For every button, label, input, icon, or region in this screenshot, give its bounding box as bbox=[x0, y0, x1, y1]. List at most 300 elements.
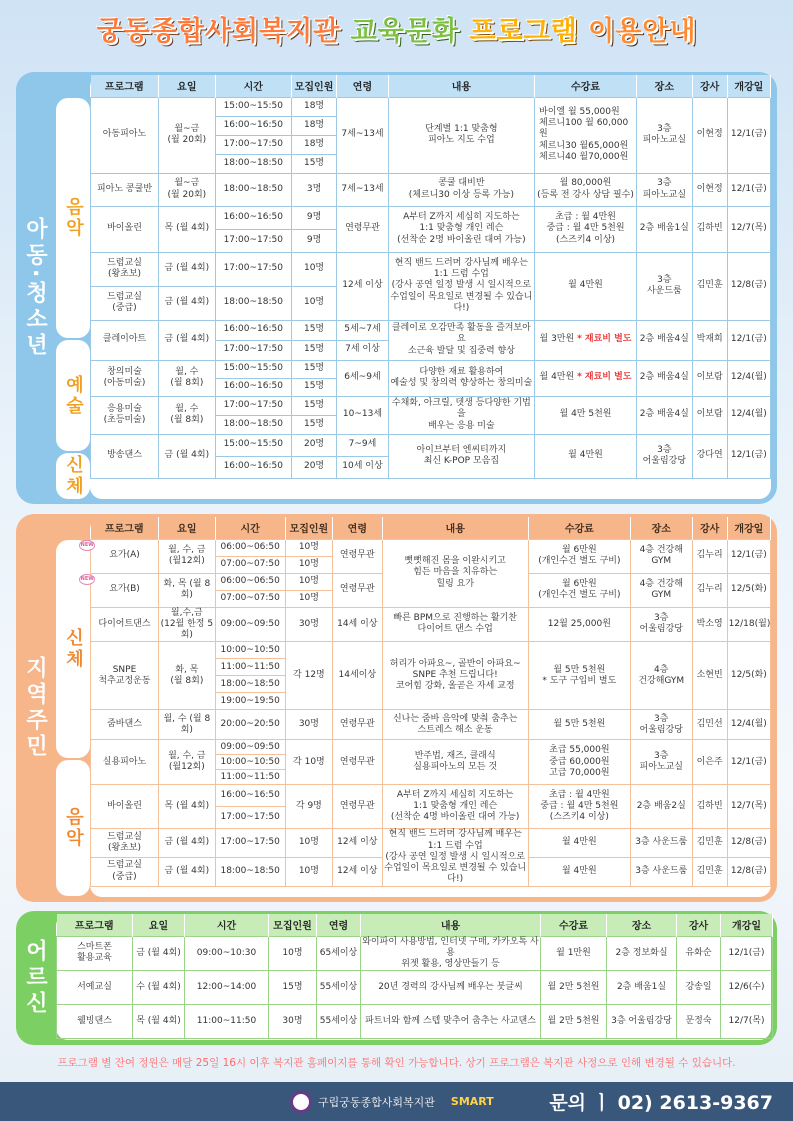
program-age: 5세~7세 bbox=[337, 320, 389, 340]
program-place: 2층 배움1실 bbox=[637, 206, 693, 252]
header-age: 연령 bbox=[317, 914, 361, 936]
program-fee: 초급 : 월 4만원 중급 : 월 4만 5천원 (스즈키4 이상) bbox=[535, 206, 637, 252]
senior-section bbox=[16, 911, 777, 1045]
program-capacity: 각 9명 bbox=[285, 785, 332, 829]
program-content: A부터 Z까지 세심히 지도하는 1:1 맞춤형 개인 레슨 (선착순 4명 바이올린 대여 가능) bbox=[382, 785, 528, 829]
program-start: 12/4(월) bbox=[727, 360, 770, 396]
program-age: 12세 이상 bbox=[337, 252, 389, 320]
program-capacity: 3명 bbox=[291, 173, 336, 206]
program-capacity: 각 10명 bbox=[285, 740, 332, 785]
kids-section bbox=[16, 72, 777, 504]
table-row bbox=[57, 1005, 773, 1039]
header-fee: 수강료 bbox=[535, 75, 637, 97]
program-content: 뻣뻣해진 몸을 이완시키고 힘든 마음을 치유하는 힐링 요가 bbox=[382, 539, 528, 607]
program-place: 4층 건강해GYM bbox=[630, 642, 692, 710]
program-teacher: 이은주 bbox=[692, 740, 727, 785]
header-fee: 수강료 bbox=[528, 517, 630, 539]
program-start: 12/5(화) bbox=[727, 573, 770, 607]
program-time: 17:00~17:50 bbox=[215, 829, 285, 858]
program-start: 12/4(월) bbox=[727, 396, 770, 434]
program-age: 12세 이상 bbox=[333, 829, 382, 858]
program-capacity: 10명 bbox=[269, 936, 317, 971]
program-name: 줌바댄스 bbox=[91, 710, 159, 740]
program-time: 17:00~17:50 bbox=[215, 340, 291, 360]
program-start: 12/18(월) bbox=[727, 607, 770, 642]
program-name: 서예교실 bbox=[57, 971, 133, 1005]
program-fee: 월 6만원 (개인수건 별도 구비) bbox=[528, 573, 630, 607]
program-name: NEW 요가(A) bbox=[91, 539, 159, 573]
header-time: 시간 bbox=[185, 914, 269, 936]
kids-cat-music: 음악 bbox=[56, 98, 90, 338]
header-program: 프로그램 bbox=[57, 914, 133, 936]
footer-bar bbox=[0, 1082, 793, 1121]
program-time: 07:00~07:50 bbox=[215, 590, 285, 607]
program-time: 17:00~17:50 bbox=[215, 807, 285, 829]
program-content: 파트너와 함께 스텝 맞추어 춤추는 사교댄스 bbox=[361, 1005, 541, 1039]
program-capacity: 30명 bbox=[285, 710, 332, 740]
program-name: 다이어트댄스 bbox=[91, 607, 159, 642]
program-name: 웰빙댄스 bbox=[57, 1005, 133, 1039]
program-fee: 월 2만 5천원 bbox=[541, 1005, 607, 1039]
header-day: 요일 bbox=[159, 75, 216, 97]
title-org: 궁동종합사회복지관 bbox=[96, 16, 341, 47]
program-name: 창의미술 (아동미술) bbox=[91, 360, 159, 396]
program-time: 17:00~17:50 bbox=[215, 135, 291, 154]
header-start: 개강일 bbox=[721, 914, 773, 936]
program-time: 10:00~10:50 bbox=[215, 755, 285, 770]
program-fee: 월 80,000원 (등록 전 강사 상담 필수) bbox=[535, 173, 637, 206]
program-age: 10~13세 bbox=[337, 396, 389, 434]
program-day: 금 (월 4회) bbox=[133, 936, 185, 971]
program-time: 16:00~16:50 bbox=[215, 320, 291, 340]
fee-amount: 월 3만원 bbox=[539, 334, 575, 345]
program-content: 허리가 아파요~, 골반이 아파요~ SNPE 추천 드립니다! 코어힘 강화, 올곧은 자세 교정 bbox=[382, 642, 528, 710]
program-content: 빠른 BPM으로 진행하는 활기찬 다이어트 댄스 수업 bbox=[382, 607, 528, 642]
program-time: 15:00~15:50 bbox=[215, 97, 291, 116]
program-time: 15:00~15:50 bbox=[215, 434, 291, 456]
program-capacity: 15명 bbox=[269, 971, 317, 1005]
local-label: 지역주민 bbox=[22, 656, 48, 760]
program-fee: 월 2만 5천원 bbox=[541, 971, 607, 1005]
table-row bbox=[91, 785, 771, 807]
program-teacher: 김민선 bbox=[692, 710, 727, 740]
program-time: 06:00~06:50 bbox=[215, 573, 285, 590]
table-row bbox=[91, 360, 771, 378]
program-teacher: 김누리 bbox=[692, 539, 727, 573]
program-time: 18:00~18:50 bbox=[215, 154, 291, 173]
program-day: 수 (월 4회) bbox=[133, 971, 185, 1005]
program-time: 11:00~11:50 bbox=[215, 770, 285, 785]
program-fee bbox=[535, 320, 637, 360]
program-age: 연령무관 bbox=[333, 740, 382, 785]
table-row bbox=[91, 97, 771, 116]
program-capacity: 10명 bbox=[285, 857, 332, 886]
program-teacher: 김하빈 bbox=[692, 206, 727, 252]
program-age: 10세 이상 bbox=[337, 456, 389, 478]
program-capacity: 15명 bbox=[291, 154, 336, 173]
program-age: 7세~13세 bbox=[337, 173, 389, 206]
program-time: 06:00~06:50 bbox=[215, 539, 285, 556]
program-start: 12/1(금) bbox=[727, 97, 770, 173]
program-place: 3층 피아노교실 bbox=[637, 173, 693, 206]
program-content: 현직 밴드 드러머 강사님께 배우는 1:1 드럼 수업 (강사 공연 일정 발생 시 일시적으로 수업일이 목요일로 변경될 수 있습니다!) bbox=[382, 829, 528, 886]
kids-cat-body: 신체 bbox=[56, 453, 90, 499]
program-place: 2층 배움4실 bbox=[637, 396, 693, 434]
program-name: 스마트폰 활용교육 bbox=[57, 936, 133, 971]
table-row bbox=[91, 396, 771, 415]
local-cat-body: 신체 bbox=[56, 540, 90, 758]
program-age: 55세이상 bbox=[317, 971, 361, 1005]
program-time: 20:00~20:50 bbox=[215, 710, 285, 740]
program-start: 12/1(금) bbox=[727, 320, 770, 360]
program-place: 3층 어울림강당 bbox=[607, 1005, 677, 1039]
program-capacity: 각 12명 bbox=[285, 642, 332, 710]
program-name: 바이올린 bbox=[91, 206, 159, 252]
program-teacher: 김민훈 bbox=[692, 829, 727, 858]
program-fee bbox=[535, 360, 637, 396]
program-place: 3층 어울림강당 bbox=[637, 434, 693, 478]
header-time: 시간 bbox=[215, 517, 285, 539]
program-content: 클레이로 오감만족 활동을 즐겨보아요 소근육 발달 및 집중력 향상 bbox=[388, 320, 534, 360]
program-capacity: 18명 bbox=[291, 97, 336, 116]
program-time: 16:00~16:50 bbox=[215, 378, 291, 396]
program-age: 55세이상 bbox=[317, 1005, 361, 1039]
program-time: 18:00~18:50 bbox=[215, 415, 291, 434]
program-age: 7세 이상 bbox=[337, 340, 389, 360]
program-fee: 월 6만원 (개인수건 별도 구비) bbox=[528, 539, 630, 573]
program-capacity: 10명 bbox=[285, 556, 332, 573]
program-start: 12/1(금) bbox=[727, 740, 770, 785]
program-start: 12/7(목) bbox=[727, 206, 770, 252]
header-time: 시간 bbox=[215, 75, 291, 97]
header-content: 내용 bbox=[361, 914, 541, 936]
org-emblem-icon bbox=[290, 1091, 312, 1113]
org-logo bbox=[290, 1091, 494, 1113]
program-place: 4층 건강해 GYM bbox=[630, 573, 692, 607]
header-place: 장소 bbox=[607, 914, 677, 936]
program-start: 12/7(목) bbox=[727, 785, 770, 829]
program-day: 금 (월 4회) bbox=[159, 829, 216, 858]
program-teacher: 유화순 bbox=[677, 936, 721, 971]
program-content: 와이파이 사용방법, 인터넷 구매, 카카오톡 사용 위젯 활용, 영상만들기 등 bbox=[362, 936, 539, 969]
program-day: 월, 수, 금 (월12회) bbox=[159, 740, 216, 785]
program-teacher: 소현빈 bbox=[692, 642, 727, 710]
program-teacher: 박재희 bbox=[692, 320, 727, 360]
title-program: 프로그램 bbox=[469, 16, 578, 47]
header-teacher: 강사 bbox=[692, 75, 727, 97]
table-row bbox=[91, 173, 771, 206]
header-content: 내용 bbox=[388, 75, 534, 97]
program-fee: 월 4만 5천원 bbox=[535, 396, 637, 434]
program-content: 수채화, 아크릴, 뎃생 등다양한 기법을 배우는 응용 미술 bbox=[388, 396, 534, 434]
program-age: 12세 이상 bbox=[333, 857, 382, 886]
program-time: 09:00~10:30 bbox=[185, 936, 269, 971]
header-day: 요일 bbox=[159, 517, 216, 539]
program-content: 단계별 1:1 맞춤형 피아노 지도 수업 bbox=[388, 97, 534, 173]
kids-label: 아동·청소년 bbox=[22, 216, 48, 360]
program-time: 16:00~16:50 bbox=[215, 785, 285, 807]
local-cat-music: 음악 bbox=[56, 760, 90, 896]
program-day: 금 (월 4회) bbox=[159, 252, 216, 286]
new-badge: NEW bbox=[79, 540, 95, 551]
header-program: 프로그램 bbox=[91, 75, 159, 97]
program-start: 12/8(금) bbox=[727, 829, 770, 858]
kids-cat-art: 예술 bbox=[56, 340, 90, 451]
program-time: 19:00~19:50 bbox=[215, 693, 285, 710]
program-age: 6세~9세 bbox=[337, 360, 389, 396]
program-age: 65세이상 bbox=[317, 936, 361, 971]
kids-table-wrap bbox=[90, 75, 771, 499]
program-place: 2층 배움1실 bbox=[607, 971, 677, 1005]
program-day: 화, 목 (월 8회) bbox=[159, 573, 216, 607]
program-day: 월~금 (월 20회) bbox=[159, 97, 216, 173]
program-name: NEW 요가(B) bbox=[91, 573, 159, 607]
program-place: 3층 사운드룸 bbox=[637, 252, 693, 320]
program-start: 12/8(금) bbox=[727, 857, 770, 886]
table-row bbox=[91, 434, 771, 456]
program-capacity: 20명 bbox=[291, 434, 336, 456]
program-start: 12/1(금) bbox=[727, 173, 770, 206]
senior-table bbox=[56, 914, 773, 1039]
program-time: 17:00~17:50 bbox=[215, 252, 291, 286]
program-name: 응용미술 (초등미술) bbox=[91, 396, 159, 434]
program-day: 월~금 (월 20회) bbox=[159, 173, 216, 206]
program-content: 20년 경력의 강사님께 배우는 붓글씨 bbox=[361, 971, 541, 1005]
header-age: 연령 bbox=[337, 75, 389, 97]
program-time: 18:00~18:50 bbox=[215, 857, 285, 886]
header-place: 장소 bbox=[630, 517, 692, 539]
program-teacher: 김민훈 bbox=[692, 857, 727, 886]
contact-phone[interactable]: 문의 ㅣ 02) 2613-9367 bbox=[549, 1092, 773, 1114]
senior-header-row bbox=[57, 914, 773, 936]
program-place: 3층 어울림강당 bbox=[630, 710, 692, 740]
program-day: 목 (월 4회) bbox=[159, 785, 216, 829]
page-title bbox=[0, 6, 793, 58]
header-content: 내용 bbox=[382, 517, 528, 539]
header-age: 연령 bbox=[333, 517, 382, 539]
table-row bbox=[91, 829, 771, 858]
new-badge: NEW bbox=[79, 574, 95, 585]
kids-header-row bbox=[91, 75, 771, 97]
fee-amount: 월 4만원 bbox=[539, 372, 575, 383]
header-capacity: 모집인원 bbox=[285, 517, 332, 539]
local-table-wrap bbox=[80, 517, 771, 897]
program-day: 금 (월 4회) bbox=[159, 320, 216, 360]
program-time: 16:00~16:50 bbox=[215, 206, 291, 229]
program-age: 7~9세 bbox=[337, 434, 389, 456]
program-start: 12/1(금) bbox=[721, 936, 773, 971]
program-age: 7세~13세 bbox=[337, 97, 389, 173]
program-day: 목 (월 4회) bbox=[159, 206, 216, 252]
program-teacher: 강다연 bbox=[692, 434, 727, 478]
program-time: 18:00~18:50 bbox=[215, 286, 291, 320]
program-teacher: 김하빈 bbox=[692, 785, 727, 829]
program-time: 11:00~11:50 bbox=[185, 1005, 269, 1039]
program-content: A부터 Z까지 세심히 지도하는 1:1 맞춤형 개인 레슨 (선착순 2명 바이올린 대여 가능) bbox=[388, 206, 534, 252]
program-age: 연령무관 bbox=[333, 539, 382, 573]
program-place: 3층 사운드룸 bbox=[630, 857, 692, 886]
program-time: 09:00~09:50 bbox=[215, 740, 285, 755]
program-day: 금 (월 4회) bbox=[159, 857, 216, 886]
program-day: 월, 수 (월 8회) bbox=[159, 710, 216, 740]
program-fee: 초급 : 월 4만원 중급 : 월 4만 5천원 (스즈키4 이상) bbox=[528, 785, 630, 829]
program-fee: 12월 25,000원 bbox=[528, 607, 630, 642]
program-capacity: 9명 bbox=[291, 206, 336, 229]
title-edu: 교육문화 bbox=[350, 16, 459, 47]
table-row bbox=[91, 206, 771, 229]
header-start: 개강일 bbox=[727, 517, 770, 539]
title-guide: 이용안내 bbox=[588, 16, 697, 47]
program-age: 연령무관 bbox=[337, 206, 389, 252]
program-age: 연령무관 bbox=[333, 710, 382, 740]
program-name: SNPE 척추교정운동 bbox=[91, 642, 159, 710]
program-start: 12/5(화) bbox=[727, 642, 770, 710]
program-name: 클레이아트 bbox=[91, 320, 159, 360]
program-teacher: 김민훈 bbox=[692, 252, 727, 320]
program-name: 피아노 콩쿨반 bbox=[91, 173, 159, 206]
program-place: 3층 피아노교실 bbox=[630, 740, 692, 785]
program-time: 15:00~15:50 bbox=[215, 360, 291, 378]
program-fee: 월 5만 5천원 bbox=[528, 710, 630, 740]
program-name: 드럼교실 (왕초보) bbox=[91, 252, 159, 286]
table-row bbox=[91, 740, 771, 755]
program-age: 연령무관 bbox=[333, 573, 382, 607]
program-fee: 월 1만원 bbox=[541, 936, 607, 971]
program-day: 월, 수 (월 8회) bbox=[159, 396, 216, 434]
program-name: 실용피아노 bbox=[91, 740, 159, 785]
program-content: 아이브부터 엔씨티까지 최신 K-POP 모음집 bbox=[388, 434, 534, 478]
table-row bbox=[57, 936, 773, 971]
program-name: 바이올린 bbox=[91, 785, 159, 829]
program-time: 16:00~16:50 bbox=[215, 456, 291, 478]
program-capacity: 10명 bbox=[291, 252, 336, 286]
local-table bbox=[80, 517, 771, 887]
program-place: 3층 어울림강당 bbox=[630, 607, 692, 642]
header-program: 프로그램 bbox=[91, 517, 159, 539]
program-capacity: 18명 bbox=[291, 135, 336, 154]
program-fee: 월 5만 5천원 * 도구 구입비 별도 bbox=[528, 642, 630, 710]
table-row bbox=[57, 971, 773, 1005]
program-teacher: 이보람 bbox=[692, 396, 727, 434]
program-fee: 바이엘 월 55,000원 체르니100 월 60,000원 체르니30 월65,000원 체르니40 월70,000원 bbox=[535, 97, 637, 173]
senior-table-wrap bbox=[56, 914, 771, 1040]
program-capacity: 10명 bbox=[285, 539, 332, 556]
program-place: 2층 배움4실 bbox=[637, 320, 693, 360]
program-capacity: 15명 bbox=[291, 415, 336, 434]
table-row bbox=[91, 710, 771, 740]
program-capacity: 15명 bbox=[291, 340, 336, 360]
program-fee: 월 4만원 bbox=[535, 252, 637, 320]
program-age: 연령무관 bbox=[333, 785, 382, 829]
program-fee: 월 4만원 bbox=[535, 434, 637, 478]
senior-label: 어르신 bbox=[22, 939, 48, 1017]
program-place: 3층 피아노교실 bbox=[637, 97, 693, 173]
program-teacher: 김누리 bbox=[692, 573, 727, 607]
program-content: 신나는 줌바 음악에 맞춰 춤추는 스트레스 해소 운동 bbox=[382, 710, 528, 740]
notice-text: 프로그램 별 잔여 정원은 매달 25일 16시 이후 복지관 홈페이지를 통해 확인 가능합니다. 상기 프로그램은 복지관 사정으로 인해 변경될 수 있습니다. bbox=[57, 1057, 736, 1069]
program-start: 12/7(목) bbox=[721, 1005, 773, 1039]
program-name: 아동피아노 bbox=[91, 97, 159, 173]
program-day: 월,수,금 (12월 한정 5회) bbox=[159, 607, 216, 642]
program-place: 2층 배움2실 bbox=[630, 785, 692, 829]
program-content: 현직 밴드 드러머 강사님께 배우는 1:1 드럼 수업 (강사 공연 일정 발생 시 일시적으로 수업일이 목요일로 변경될 수 있습니다!) bbox=[388, 252, 534, 320]
program-capacity: 15명 bbox=[291, 396, 336, 415]
program-content: 콩쿨 대비반 (체르니30 이상 등록 가능) bbox=[388, 173, 534, 206]
table-row bbox=[91, 252, 771, 286]
program-teacher: 문정숙 bbox=[677, 1005, 721, 1039]
program-time: 18:00~18:50 bbox=[215, 676, 285, 693]
program-time: 16:00~16:50 bbox=[215, 116, 291, 135]
program-time: 11:00~11:50 bbox=[215, 659, 285, 676]
program-name: 드럼교실 (왕초보) bbox=[91, 829, 159, 858]
program-day: 월, 수, 금 (월12회) bbox=[159, 539, 216, 573]
header-fee: 수강료 bbox=[541, 914, 607, 936]
header-capacity: 모집인원 bbox=[269, 914, 317, 936]
program-capacity: 10명 bbox=[285, 590, 332, 607]
program-capacity: 30명 bbox=[269, 1005, 317, 1039]
header-place: 장소 bbox=[637, 75, 693, 97]
program-time: 17:00~17:50 bbox=[215, 396, 291, 415]
program-capacity: 20명 bbox=[291, 456, 336, 478]
program-place: 4층 건강해 GYM bbox=[630, 539, 692, 573]
program-capacity: 18명 bbox=[291, 116, 336, 135]
org-name: 구립궁동종합사회복지관 bbox=[318, 1095, 435, 1109]
program-content: 반주법, 재즈, 클래식 실용피아노의 모든 것 bbox=[382, 740, 528, 785]
table-row bbox=[91, 539, 771, 556]
header-start: 개강일 bbox=[727, 75, 770, 97]
program-start: 12/1(금) bbox=[727, 539, 770, 573]
table-row bbox=[91, 607, 771, 642]
fee-note: * 재료비 별도 bbox=[577, 334, 632, 345]
program-time: 10:00~10:50 bbox=[215, 642, 285, 659]
program-name: 방송댄스 bbox=[91, 434, 159, 478]
program-time: 07:00~07:50 bbox=[215, 556, 285, 573]
program-capacity: 30명 bbox=[285, 607, 332, 642]
program-teacher: 이보람 bbox=[692, 360, 727, 396]
program-day: 화, 목 (월 8회) bbox=[159, 642, 216, 710]
program-start: 12/6(수) bbox=[721, 971, 773, 1005]
program-start: 12/1(금) bbox=[727, 434, 770, 478]
program-capacity: 9명 bbox=[291, 229, 336, 252]
program-place: 2층 정보화실 bbox=[607, 936, 677, 971]
program-fee: 초급 55,000원 중급 60,000원 고급 70,000원 bbox=[528, 740, 630, 785]
program-capacity: 10명 bbox=[285, 829, 332, 858]
local-section bbox=[16, 514, 777, 902]
program-start: 12/4(월) bbox=[727, 710, 770, 740]
table-row bbox=[91, 320, 771, 340]
program-time: 09:00~09:50 bbox=[215, 607, 285, 642]
program-fee: 월 4만원 bbox=[528, 857, 630, 886]
program-teacher: 이현정 bbox=[692, 97, 727, 173]
program-day: 목 (월 4회) bbox=[133, 1005, 185, 1039]
program-day: 금 (월 4회) bbox=[159, 434, 216, 478]
program-teacher: 이현정 bbox=[692, 173, 727, 206]
program-name: 드럼교실 (중급) bbox=[91, 857, 159, 886]
program-fee: 월 4만원 bbox=[528, 829, 630, 858]
local-header-row bbox=[91, 517, 771, 539]
program-content: 다양한 재료 활용하여 예술성 및 창의력 향상하는 창의미술 bbox=[388, 360, 534, 396]
program-age: 14세이상 bbox=[333, 642, 382, 710]
header-teacher: 강사 bbox=[677, 914, 721, 936]
program-teacher: 강송일 bbox=[677, 971, 721, 1005]
program-capacity: 10명 bbox=[291, 286, 336, 320]
program-capacity: 15명 bbox=[291, 320, 336, 340]
header-teacher: 강사 bbox=[692, 517, 727, 539]
program-start: 12/8(금) bbox=[727, 252, 770, 320]
kids-table bbox=[90, 75, 771, 479]
table-row bbox=[91, 642, 771, 659]
fee-note: * 재료비 별도 bbox=[577, 372, 632, 383]
